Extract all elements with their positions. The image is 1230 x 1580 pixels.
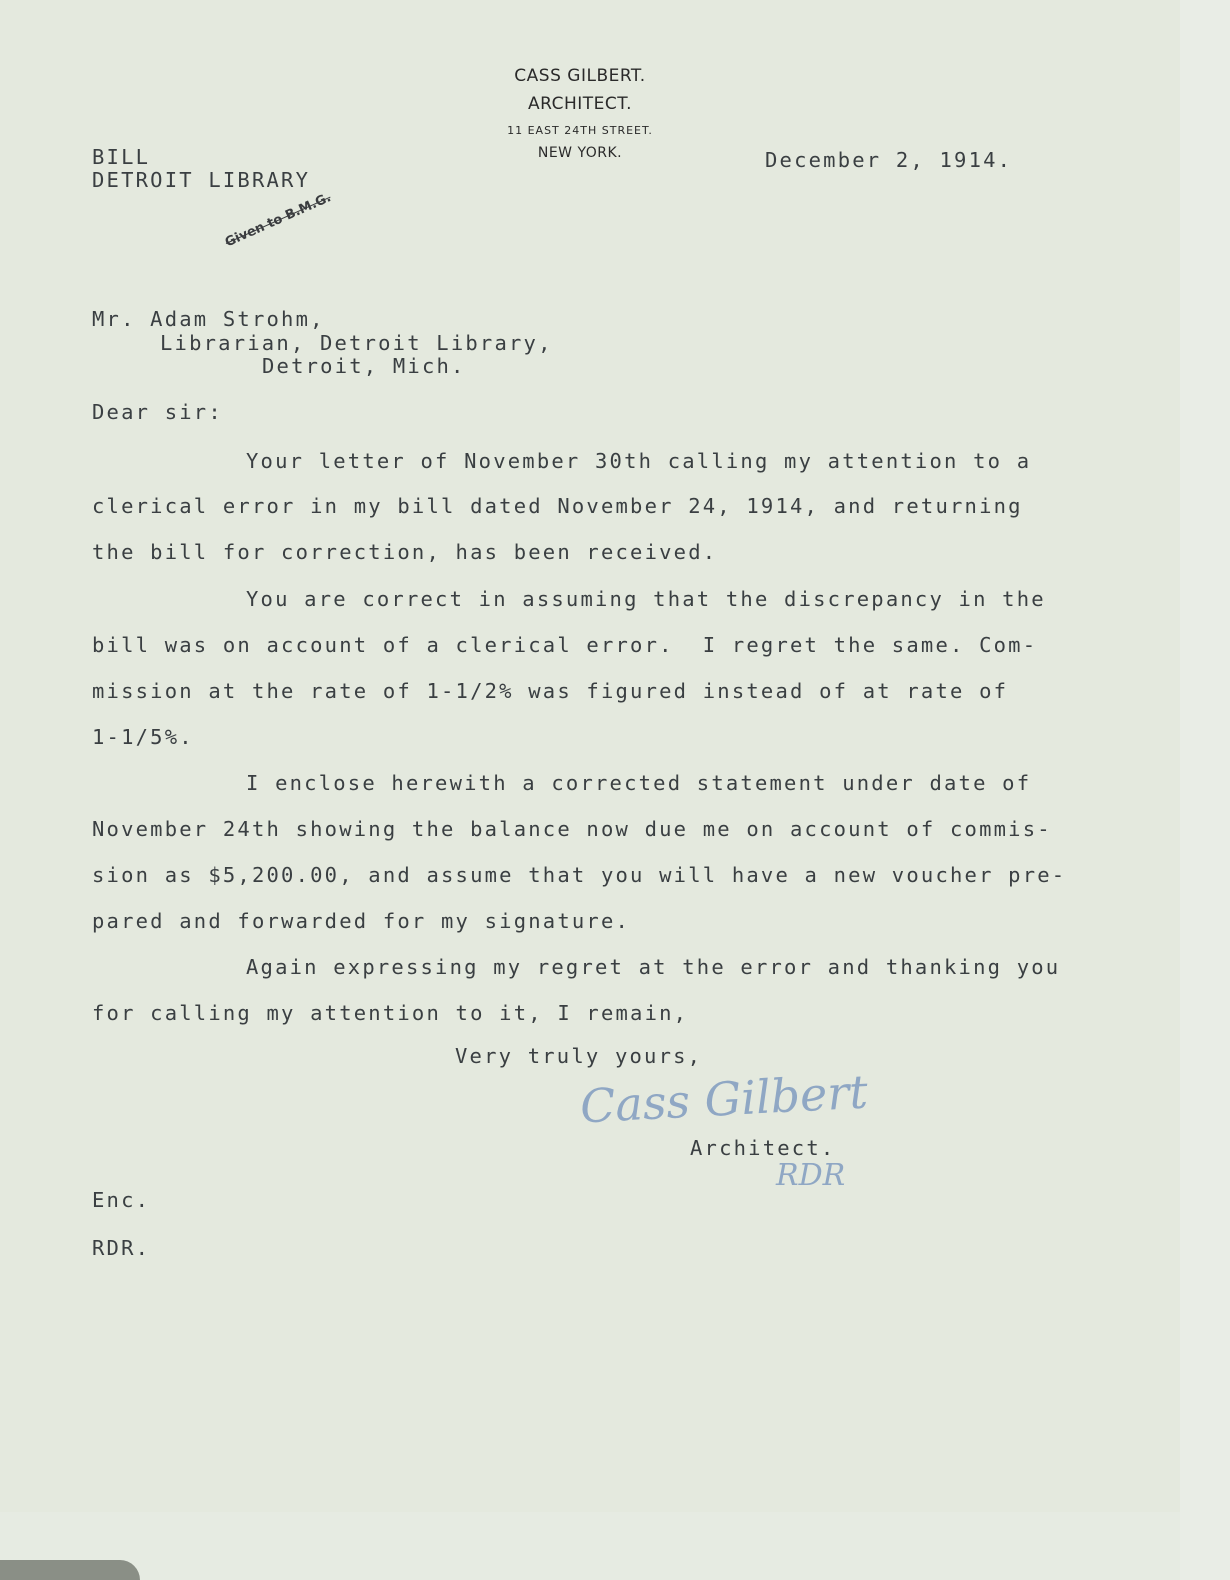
salutation: Dear sir: <box>92 400 223 424</box>
letterhead-street: 11 EAST 24TH STREET. <box>507 124 653 137</box>
body-line-8: I enclose herewith a corrected statement under date of <box>246 771 1032 795</box>
letter-date: December 2, 1914. <box>765 148 1013 172</box>
signature: Cass Gilbert <box>578 1064 869 1134</box>
body-line-12: Again expressing my regret at the error and thanking you <box>246 955 1061 979</box>
recipient-position: Librarian, Detroit Library, <box>160 331 553 355</box>
body-line-3: the bill for correction, has been received. <box>92 540 718 564</box>
body-line-1: Your letter of November 30th calling my attention to a <box>246 449 1032 473</box>
closing: Very truly yours, <box>455 1044 703 1068</box>
scan-margin-bottom <box>0 1512 1180 1580</box>
stamp-note: Given to B.M.G. <box>222 190 334 251</box>
scan-margin-right <box>1180 0 1230 1580</box>
file-ref-line1: BILL <box>92 145 151 169</box>
body-line-5: bill was on account of a clerical error. I regret the same. Com- <box>92 633 1038 657</box>
body-line-7: 1-1/5%. <box>92 725 194 749</box>
recipient-name: Mr. Adam Strohm, <box>92 307 325 331</box>
file-ref-line2: DETROIT LIBRARY <box>92 168 311 192</box>
handwritten-initials: RDR <box>776 1158 846 1193</box>
letterhead-name: CASS GILBERT. <box>514 66 646 86</box>
letterhead-city: NEW YORK. <box>537 145 623 161</box>
enclosure-note: Enc. <box>92 1188 151 1212</box>
recipient-city: Detroit, Mich. <box>262 354 466 378</box>
body-line-13: for calling my attention to it, I remain, <box>92 1001 689 1025</box>
body-line-4: You are correct in assuming that the discrepancy in the <box>246 587 1046 611</box>
typist-initials: RDR. <box>92 1236 151 1260</box>
body-line-2: clerical error in my bill dated November 24, 1914, and returning <box>92 494 1023 518</box>
scan-shadow <box>0 1560 140 1580</box>
body-line-11: pared and forwarded for my signature. <box>92 909 631 933</box>
body-line-6: mission at the rate of 1-1/2% was figured instead of at rate of <box>92 679 1009 703</box>
body-line-10: sion as $5,200.00, and assume that you will have a new voucher pre- <box>92 863 1067 887</box>
signer-title: Architect. <box>690 1136 836 1160</box>
letterhead-title: ARCHITECT. <box>527 94 633 114</box>
body-line-9: November 24th showing the balance now due me on account of commis- <box>92 817 1052 841</box>
